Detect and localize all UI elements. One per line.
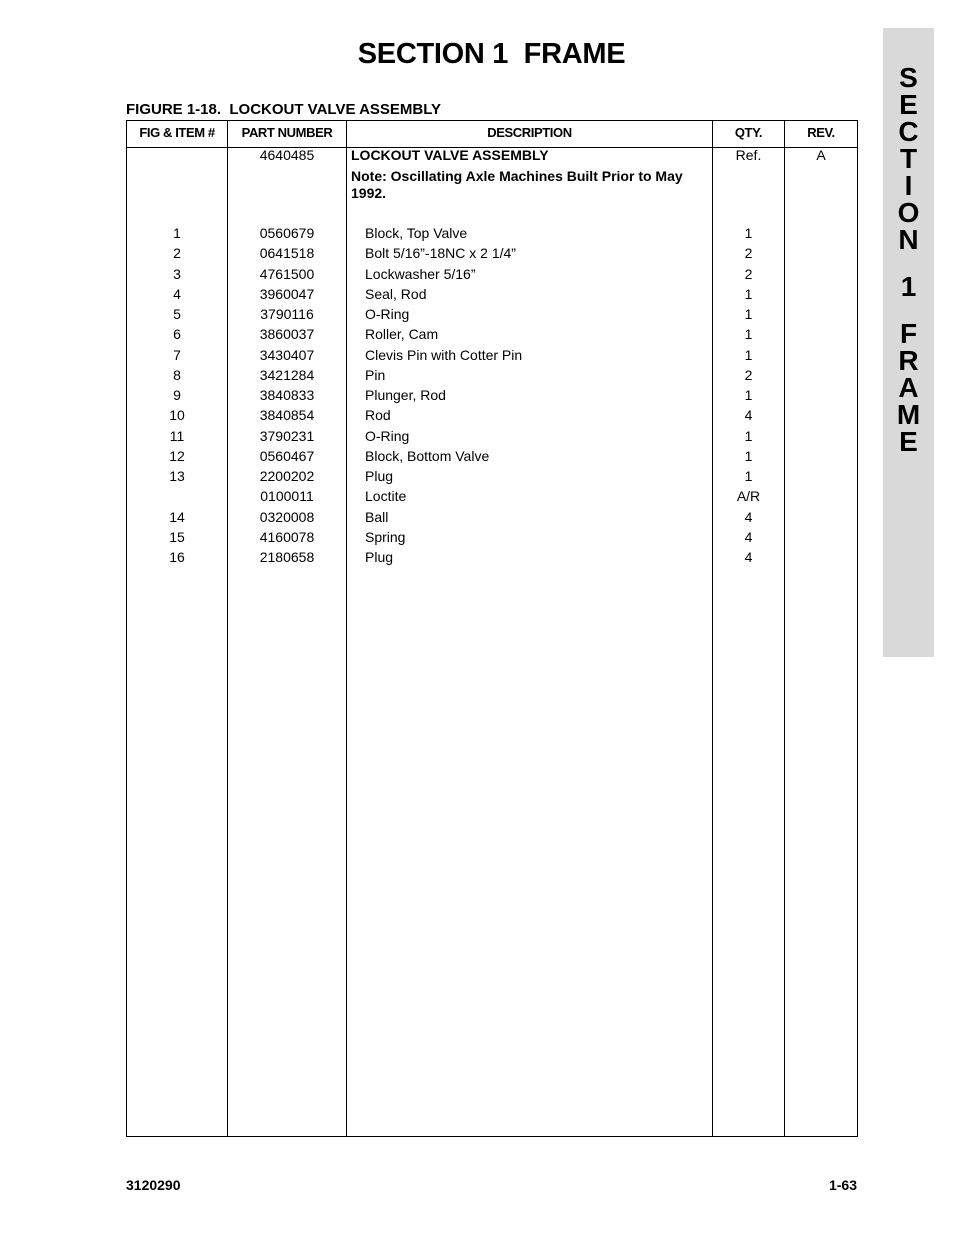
- assembly-part-number: 4640485: [259, 147, 315, 163]
- side-tab-letter: A: [898, 372, 919, 403]
- row-qty: 2: [744, 367, 753, 383]
- row-item-number: 12: [169, 448, 185, 464]
- row-qty: 4: [744, 529, 753, 545]
- side-tab-letter: O: [897, 197, 920, 228]
- section-side-tab: [883, 28, 934, 657]
- row-item-number: 1: [173, 225, 181, 241]
- row-description: Roller, Cam: [365, 326, 439, 342]
- assembly-qty: Ref.: [735, 147, 762, 163]
- row-item-number: 4: [173, 286, 181, 302]
- row-item-number: 3: [173, 266, 181, 282]
- row-qty: 4: [744, 407, 753, 423]
- row-part-number: 3840854: [259, 407, 315, 423]
- row-description: Bolt 5/16”-18NC x 2 1/4”: [365, 245, 516, 261]
- row-part-number: 0100011: [260, 488, 314, 504]
- row-qty: 2: [744, 266, 753, 282]
- row-description: Ball: [365, 509, 389, 525]
- row-part-number: 3960047: [259, 286, 315, 302]
- row-qty: 1: [744, 225, 753, 241]
- row-part-number: 0641518: [259, 245, 315, 261]
- row-part-number: 2200202: [259, 468, 315, 484]
- row-part-number: 3840833: [259, 387, 315, 403]
- row-description: Plug: [365, 549, 394, 565]
- assembly-note-line-1: Note: Oscillating Axle Machines Built Prior to May: [351, 168, 683, 184]
- row-description: Block, Top Valve: [365, 225, 468, 241]
- row-qty: 1: [744, 428, 753, 444]
- header-qty: QTY.: [734, 125, 763, 140]
- row-qty: 2: [744, 245, 753, 261]
- row-part-number: 0560679: [259, 225, 315, 241]
- header-part-number: PART NUMBER: [241, 125, 333, 140]
- page-number: 1-63: [828, 1177, 857, 1193]
- row-item-number: 15: [169, 529, 185, 545]
- row-item-number: 6: [173, 326, 181, 342]
- figure-title: FIGURE 1-18. LOCKOUT VALVE ASSEMBLY: [126, 101, 442, 118]
- side-tab-letter: T: [899, 143, 918, 174]
- row-qty: 4: [744, 509, 753, 525]
- header-description: DESCRIPTION: [487, 125, 572, 140]
- side-tab-letter: M: [896, 399, 921, 430]
- side-tab-letter: S: [899, 62, 918, 93]
- row-qty: 1: [744, 468, 753, 484]
- row-qty: 1: [744, 347, 753, 363]
- row-qty: A/R: [736, 488, 761, 504]
- side-tab-letter: R: [898, 345, 919, 376]
- row-description: Plunger, Rod: [365, 387, 446, 403]
- row-description: Seal, Rod: [365, 286, 427, 302]
- row-item-number: 14: [169, 509, 185, 525]
- column-divider: [346, 121, 347, 1136]
- side-tab-letter: F: [899, 318, 918, 349]
- row-description: Rod: [365, 407, 391, 423]
- side-tab-letter: E: [899, 426, 918, 457]
- row-description: Clevis Pin with Cotter Pin: [365, 347, 523, 363]
- row-description: Block, Bottom Valve: [365, 448, 490, 464]
- row-part-number: 3790231: [259, 428, 315, 444]
- row-qty: 4: [744, 549, 753, 565]
- side-tab-letter: 1: [900, 271, 917, 302]
- row-description: O-Ring: [365, 428, 410, 444]
- row-part-number: 3421284: [259, 367, 315, 383]
- side-tab-letter: N: [898, 224, 919, 255]
- row-qty: 1: [744, 387, 753, 403]
- header-fig-item: FIG & ITEM #: [139, 125, 215, 140]
- row-description: Plug: [365, 468, 394, 484]
- header-rev: REV.: [807, 125, 835, 140]
- row-part-number: 2180658: [259, 549, 315, 565]
- column-divider: [784, 121, 785, 1136]
- row-qty: 1: [744, 448, 753, 464]
- document-number: 3120290: [126, 1177, 181, 1193]
- row-item-number: 11: [169, 428, 185, 444]
- row-part-number: 3430407: [259, 347, 315, 363]
- side-tab-letter: I: [904, 170, 913, 201]
- assembly-description: LOCKOUT VALVE ASSEMBLY: [351, 147, 549, 163]
- assembly-rev: A: [816, 147, 826, 163]
- row-part-number: 3860037: [259, 326, 315, 342]
- row-item-number: 8: [173, 367, 181, 383]
- row-item-number: 10: [169, 407, 185, 423]
- row-item-number: 2: [173, 245, 181, 261]
- row-description: Loctite: [365, 488, 407, 504]
- side-tab-letter: C: [898, 116, 919, 147]
- row-description: Pin: [365, 367, 386, 383]
- page-title: SECTION 1 FRAME: [357, 38, 626, 70]
- row-description: Spring: [365, 529, 406, 545]
- row-part-number: 0320008: [259, 509, 315, 525]
- row-item-number: 7: [173, 347, 181, 363]
- assembly-note-line-2: 1992.: [351, 185, 387, 201]
- row-part-number: 0560467: [259, 448, 315, 464]
- row-qty: 1: [744, 306, 753, 322]
- row-item-number: 13: [169, 468, 185, 484]
- row-qty: 1: [744, 286, 753, 302]
- row-part-number: 3790116: [260, 306, 314, 322]
- parts-table: [126, 120, 858, 1137]
- row-qty: 1: [744, 326, 753, 342]
- row-part-number: 4761500: [259, 266, 315, 282]
- row-item-number: 16: [169, 549, 185, 565]
- row-item-number: 9: [173, 387, 181, 403]
- row-item-number: 5: [173, 306, 181, 322]
- row-part-number: 4160078: [259, 529, 315, 545]
- row-description: O-Ring: [365, 306, 410, 322]
- row-description: Lockwasher 5/16”: [365, 266, 476, 282]
- side-tab-letter: E: [899, 89, 918, 120]
